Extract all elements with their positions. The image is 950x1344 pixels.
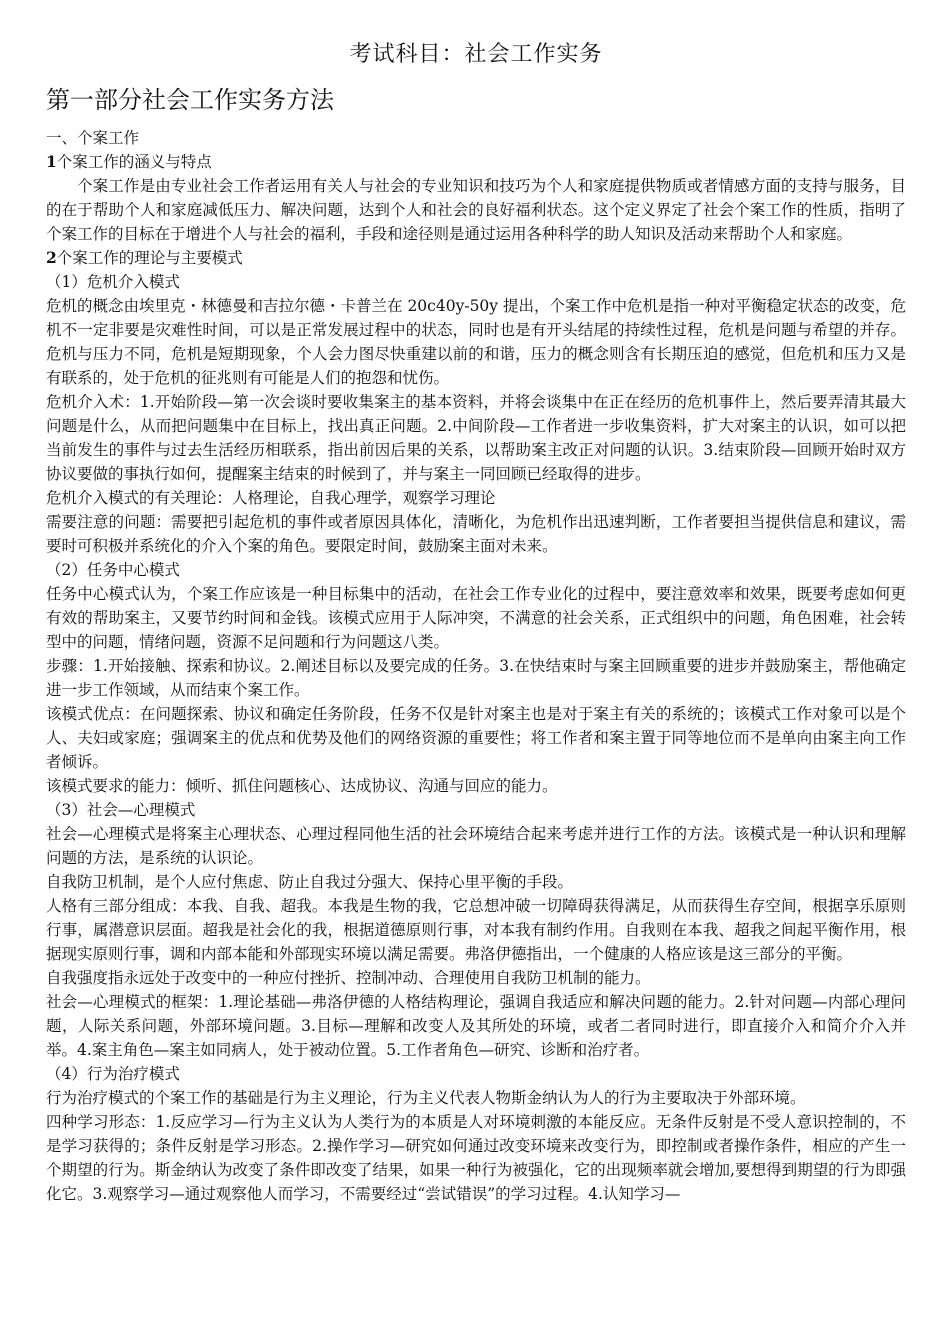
definition-paragraph: 个案工作是由专业社会工作者运用有关人与社会的专业知识和技巧为个人和家庭提供物质或者情感方面的支持与服务，目的在于帮助个人和家庭减低压力、解决问题，达到个人和社会的良好福利状态。这个定义界定了社会个案工作的性质，指明了个案工作的目标在于增进个人与社会的福利，手段和途径则是通过运用各种科学的助人知识及活动来帮助个人和家庭。: [46, 177, 906, 243]
paragraph: 人格有三部分组成：本我、自我、超我。本我是生物的我，它总想冲破一切障碍获得满足，从而获得生存空间，根据享乐原则行事，属潜意识层面。超我是社会化的我，根据道德原则行事，对本我有制约作用。自我则在本我、超我之间起平衡作用，根据现实原则行事，调和内部本能和外部现实环境以满足需要。弗洛伊德指出，一个健康的人格应该是这三部分的平衡。: [46, 897, 906, 963]
paragraph: 自我防卫机制，是个人应付焦虑、防止自我过分强大、保持心里平衡的手段。: [46, 873, 574, 891]
paragraph: 步骤：1.开始接触、探索和协议。2.阐述目标以及要完成的任务。3.在快结束时与案主回顾重要的进步并鼓励案主，帮他确定进一步工作领域，从而结束个案工作。: [46, 657, 906, 699]
paragraph: 危机介入术：1.开始阶段—第一次会谈时要收集案主的基本资料，并将会谈集中在正在经历的危机事件上，然后要弄清其最大问题是什么，从而把问题集中在目标上，找出真正问题。2.中间阶段—工作者进一步收集资料，扩大对案主的认识，如可以把当前发生的事件与过去生活经历相联系，指出前因后果的关系，以帮助案主改正对问题的认识。3.结束阶段—回顾开始时双方协议要做的事执行如何，提醒案主结束的时候到了，并与案主一同回顾已经取得的进步。: [46, 393, 906, 483]
paragraph: 危机介入模式的有关理论：人格理论，自我心理学，观察学习理论: [46, 489, 496, 507]
subsection-label: 个案工作的理论与主要模式: [56, 249, 243, 267]
paragraph: 任务中心模式认为，个案工作应该是一种目标集中的活动，在社会工作专业化的过程中，要注意效率和效果，既要考虑如何更有效的帮助案主，又要节约时间和金钱。该模式应用于人际冲突，不满意的社会关系，正式组织中的问题，角色困难，社会转型中的问题，情绪问题，资源不足问题和行为问题这八类。: [46, 585, 906, 651]
section-title: 一、个案工作: [46, 129, 140, 147]
mode-heading-behavioral: （4）行为治疗模式: [46, 1065, 180, 1083]
mode-heading-task-centered: （2）任务中心模式: [46, 561, 180, 579]
paragraph: 危机的概念由埃里克・林德曼和吉拉尔德・卡普兰在 20c40y-50y 提出，个案工作中危机是指一种对平衡稳定状态的改变，危机不一定非要是灾难性时间，可以是正常发展过程中的状态，同时也是有开头结尾的持续性过程，危机是问题与希望的并存。危机与压力不同，危机是短期现象，个人会力图尽快重建以前的和谐，压力的概念则含有长期压迫的感觉，但危机和压力又是有联系的，处于危机的征兆则有可能是人们的抱怨和忧伤。: [46, 297, 906, 387]
subsection-label: 个案工作的涵义与特点: [56, 153, 212, 171]
subsection-heading-2: [46, 246, 906, 270]
paragraph: 四种学习形态：1.反应学习—行为主义认为人类行为的本质是人对环境刺激的本能反应。无条件反射是不受人意识控制的，不是学习获得的；条件反射是学习形态。2.操作学习—研究如何通过改变环境来改变行为，即控制或者操作条件，相应的产生一个期望的行为。斯金纳认为改变了条件即改变了结果，如果一种行为被强化，它的出现频率就会增加,要想得到期望的行为即强化它。3.观察学习—通过观察他人而学习，不需要经过“尝试错误”的学习过程。4.认知学习—: [46, 1113, 906, 1203]
paragraph: 该模式要求的能力：倾听、抓住问题核心、达成协议、沟通与回应的能力。: [46, 777, 558, 795]
paragraph: 需要注意的问题：需要把引起危机的事件或者原因具体化，清晰化，为危机作出迅速判断，工作者要担当提供信息和建议，需要时可积极并系统化的介入个案的角色。要限定时间，鼓励案主面对未来。: [46, 513, 906, 555]
subsection-number: 1: [46, 152, 57, 171]
paragraph: 行为治疗模式的个案工作的基础是行为主义理论，行为主义代表人物斯金纳认为人的行为主要取决于外部环境。: [46, 1089, 806, 1107]
paragraph: 社会—心理模式是将案主心理状态、心理过程同他生活的社会环境结合起来考虑并进行工作的方法。该模式是一种认识和理解问题的方法，是系统的认识论。: [46, 825, 906, 867]
subsection-heading-1: [46, 150, 906, 174]
paragraph: 该模式优点：在问题探索、协议和确定任务阶段，任务不仅是针对案主也是对于案主有关的系统的；该模式工作对象可以是个人、夫妇或家庭；强调案主的优点和优势及他们的网络资源的重要性；将工作者和案主置于同等地位而不是单向由案主向工作者倾诉。: [46, 705, 906, 771]
paragraph: 自我强度指永远处于改变中的一种应付挫折、控制冲动、合理使用自我防卫机制的能力。: [46, 969, 651, 987]
mode-heading-psychosocial: （3）社会—心理模式: [46, 801, 196, 819]
subsection-number: 2: [46, 248, 57, 267]
paragraph: 社会—心理模式的框架：1.理论基础—弗洛伊德的人格结构理论，强调自我适应和解决问题的能力。2.针对问题—内部心理问题，人际关系问题，外部环境问题。3.目标—理解和改变人及其所处的环境，或者二者同时进行，即直接介入和简介介入并举。4.案主角色—案主如同病人，处于被动位置。5.工作者角色—研究、诊断和治疗者。: [46, 993, 906, 1059]
mode-heading-crisis: （1）危机介入模式: [46, 273, 180, 291]
document-title: 考试科目：社会工作实务: [349, 42, 603, 67]
part-title: 第一部分社会工作实务方法: [46, 86, 334, 114]
